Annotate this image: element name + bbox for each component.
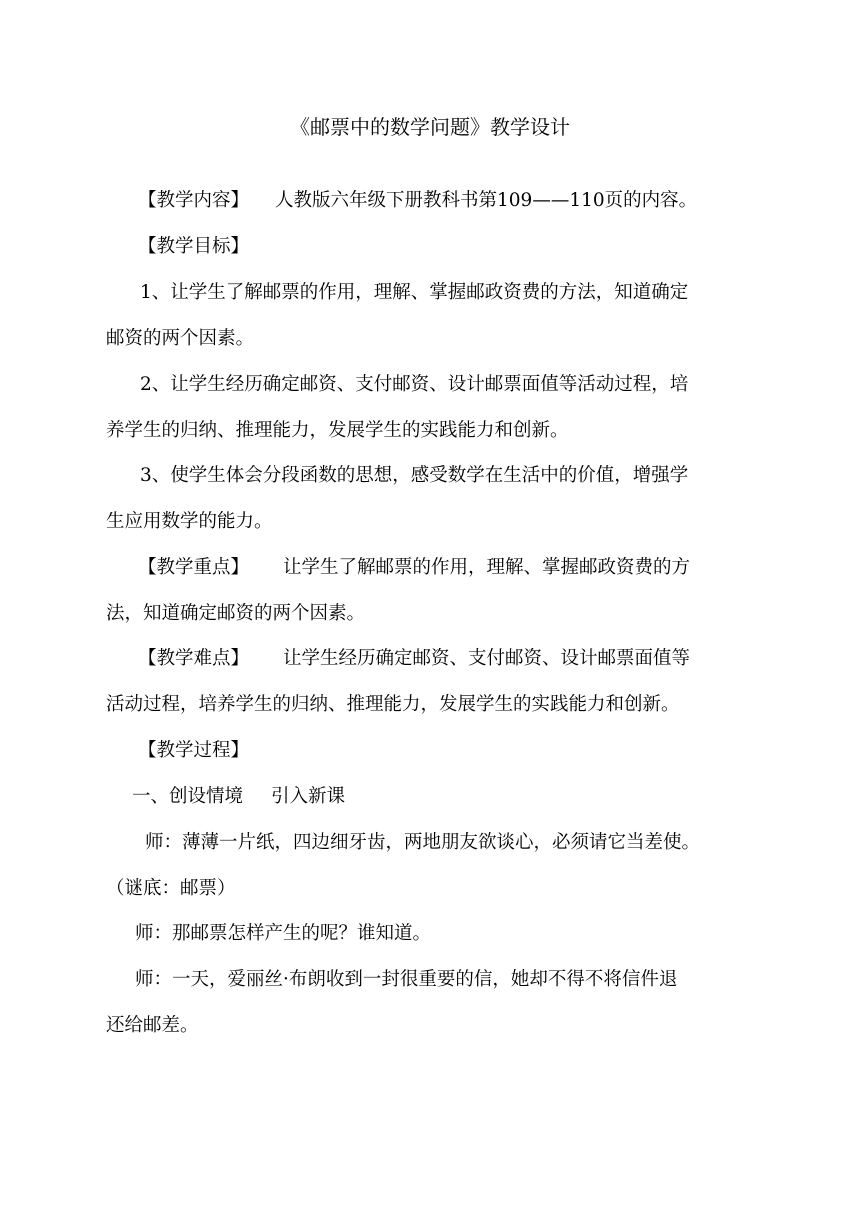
section-1-text: 引入新课 (271, 786, 346, 807)
key-point-label: 【教学重点】 (138, 557, 250, 578)
goal-2-line-2: 养学生的归纳、推理能力，发展学生的实践能力和创新。 (106, 420, 569, 441)
teacher-3-line-1: 师：一天，爱丽丝·布朗收到一封很重要的信，她却不得不将信件退 (135, 969, 678, 990)
difficulty-paragraph (138, 646, 778, 672)
goal-2-line-1: 2、让学生经历确定邮资、支付邮资、设计邮票面值等活动过程，培 (140, 374, 689, 395)
key-point-line-2: 法，知道确定邮资的两个因素。 (106, 603, 366, 624)
goal-1-line-1: 1、让学生了解邮票的作用，理解、掌握邮政资费的方法，知道确定 (140, 282, 689, 303)
goal-3-line-1: 3、使学生体会分段函数的思想，感受数学在生活中的价值，增强学 (140, 465, 689, 486)
teacher-2-line: 师：那邮票怎样产生的呢？谁知道。 (135, 923, 432, 944)
key-point-line-1: 让学生了解邮票的作用，理解、掌握邮政资费的方 (283, 557, 691, 578)
difficulty-line-2: 活动过程，培养学生的归纳、推理能力，发展学生的实践能力和创新。 (106, 694, 680, 715)
teacher-3-line-2: 还给邮差。 (106, 1015, 199, 1036)
difficulty-line-1: 让学生经历确定邮资、支付邮资、设计邮票面值等 (283, 648, 691, 669)
goals-label: 【教学目标】 (138, 236, 250, 257)
document-title: 《邮票中的数学问题》教学设计 (290, 115, 570, 139)
goal-1-line-2: 邮资的两个因素。 (106, 328, 255, 349)
teacher-1-line-1: 师：薄薄一片纸，四边细牙齿，两地朋友欲谈心，必须请它当差使。 (145, 832, 701, 853)
content-text: 人教版六年级下册教科书第109——110页的内容。 (275, 190, 698, 211)
goal-3-line-2: 生应用数学的能力。 (106, 511, 273, 532)
process-label: 【教学过程】 (138, 740, 250, 761)
difficulty-label: 【教学难点】 (138, 648, 250, 669)
section-1-number: 一、创设情境 (132, 786, 244, 807)
teacher-1-line-2: （谜底：邮票） (106, 878, 236, 899)
content-paragraph (138, 188, 778, 214)
section-1-heading (132, 784, 772, 810)
content-label: 【教学内容】 (138, 190, 250, 211)
key-point-paragraph (138, 555, 778, 581)
